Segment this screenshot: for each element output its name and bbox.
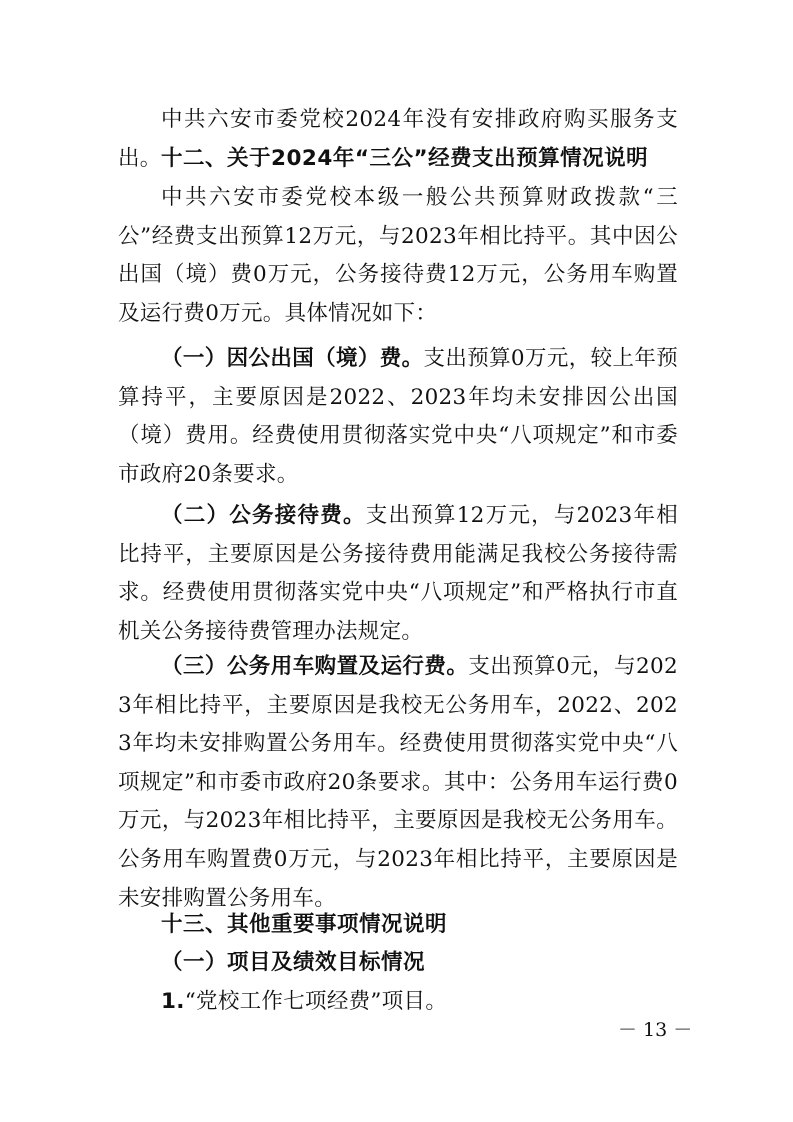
- paragraph-lead: （三）公务用车购置及运行费。: [161, 654, 469, 679]
- paragraph-three-public-overview: [118, 179, 678, 333]
- paragraph-official-vehicles: [118, 648, 678, 918]
- paragraph-text: 支出预算0万元，较上年预算持平，主要原因是2022、2023年均未安排因公出国（境）费用。经费使用贯彻落实党中央“八项规定”和市委市政府20条要求。: [118, 346, 679, 487]
- paragraph-text: 中共六安市委党校2024年没有安排政府购买服务支出。: [118, 107, 678, 171]
- paragraph-text: 支出预算12万元，与2023年相比持平，主要原因是公务接待费用能满足我校公务接待需求。经费使用贯彻落实党中央“八项规定”和严格执行市直机关公务接待费管理办法规定。: [118, 503, 679, 644]
- subsection-heading-projects: （一）项目及绩效目标情况: [161, 950, 426, 975]
- paragraph-reception: [118, 497, 678, 651]
- section-heading-13: 十三、其他重要事项情况说明: [161, 912, 448, 937]
- list-item-number: 1.: [161, 989, 185, 1014]
- list-item-project-1: [118, 983, 678, 1022]
- paragraph-text: 中共六安市委党校本级一般公共预算财政拨款“三公”经费支出预算12万元，与2023年相比持平。其中因公出国（境）费0万元，公务接待费12万元，公务用车购置及运行费0万元。具体情况如下：: [118, 185, 678, 326]
- paragraph-lead: （一）因公出国（境）费。: [161, 346, 424, 371]
- list-item-text: “党校工作七项经费”项目。: [184, 989, 448, 1014]
- section-heading-12: 十二、关于2024年“三公”经费支出预算情况说明: [161, 146, 649, 171]
- page-number: － 13 －: [618, 1019, 693, 1041]
- paragraph-lead: （二）公务接待费。: [161, 503, 366, 528]
- paragraph-text: 支出预算0元，与2023年相比持平，主要原因是我校无公务用车，2022、2023年均未安排购置公务用车。经费使用贯彻落实党中央“八项规定”和市委市政府20条要求。其中：公务用车运行费0万元，与2023年相比持平，主要原因是我校无公务用车。公务用车购置费0万元，与2023年相比持平，主要原因是未安排购置公务用车。: [118, 654, 678, 911]
- paragraph-overseas-travel: [118, 340, 678, 494]
